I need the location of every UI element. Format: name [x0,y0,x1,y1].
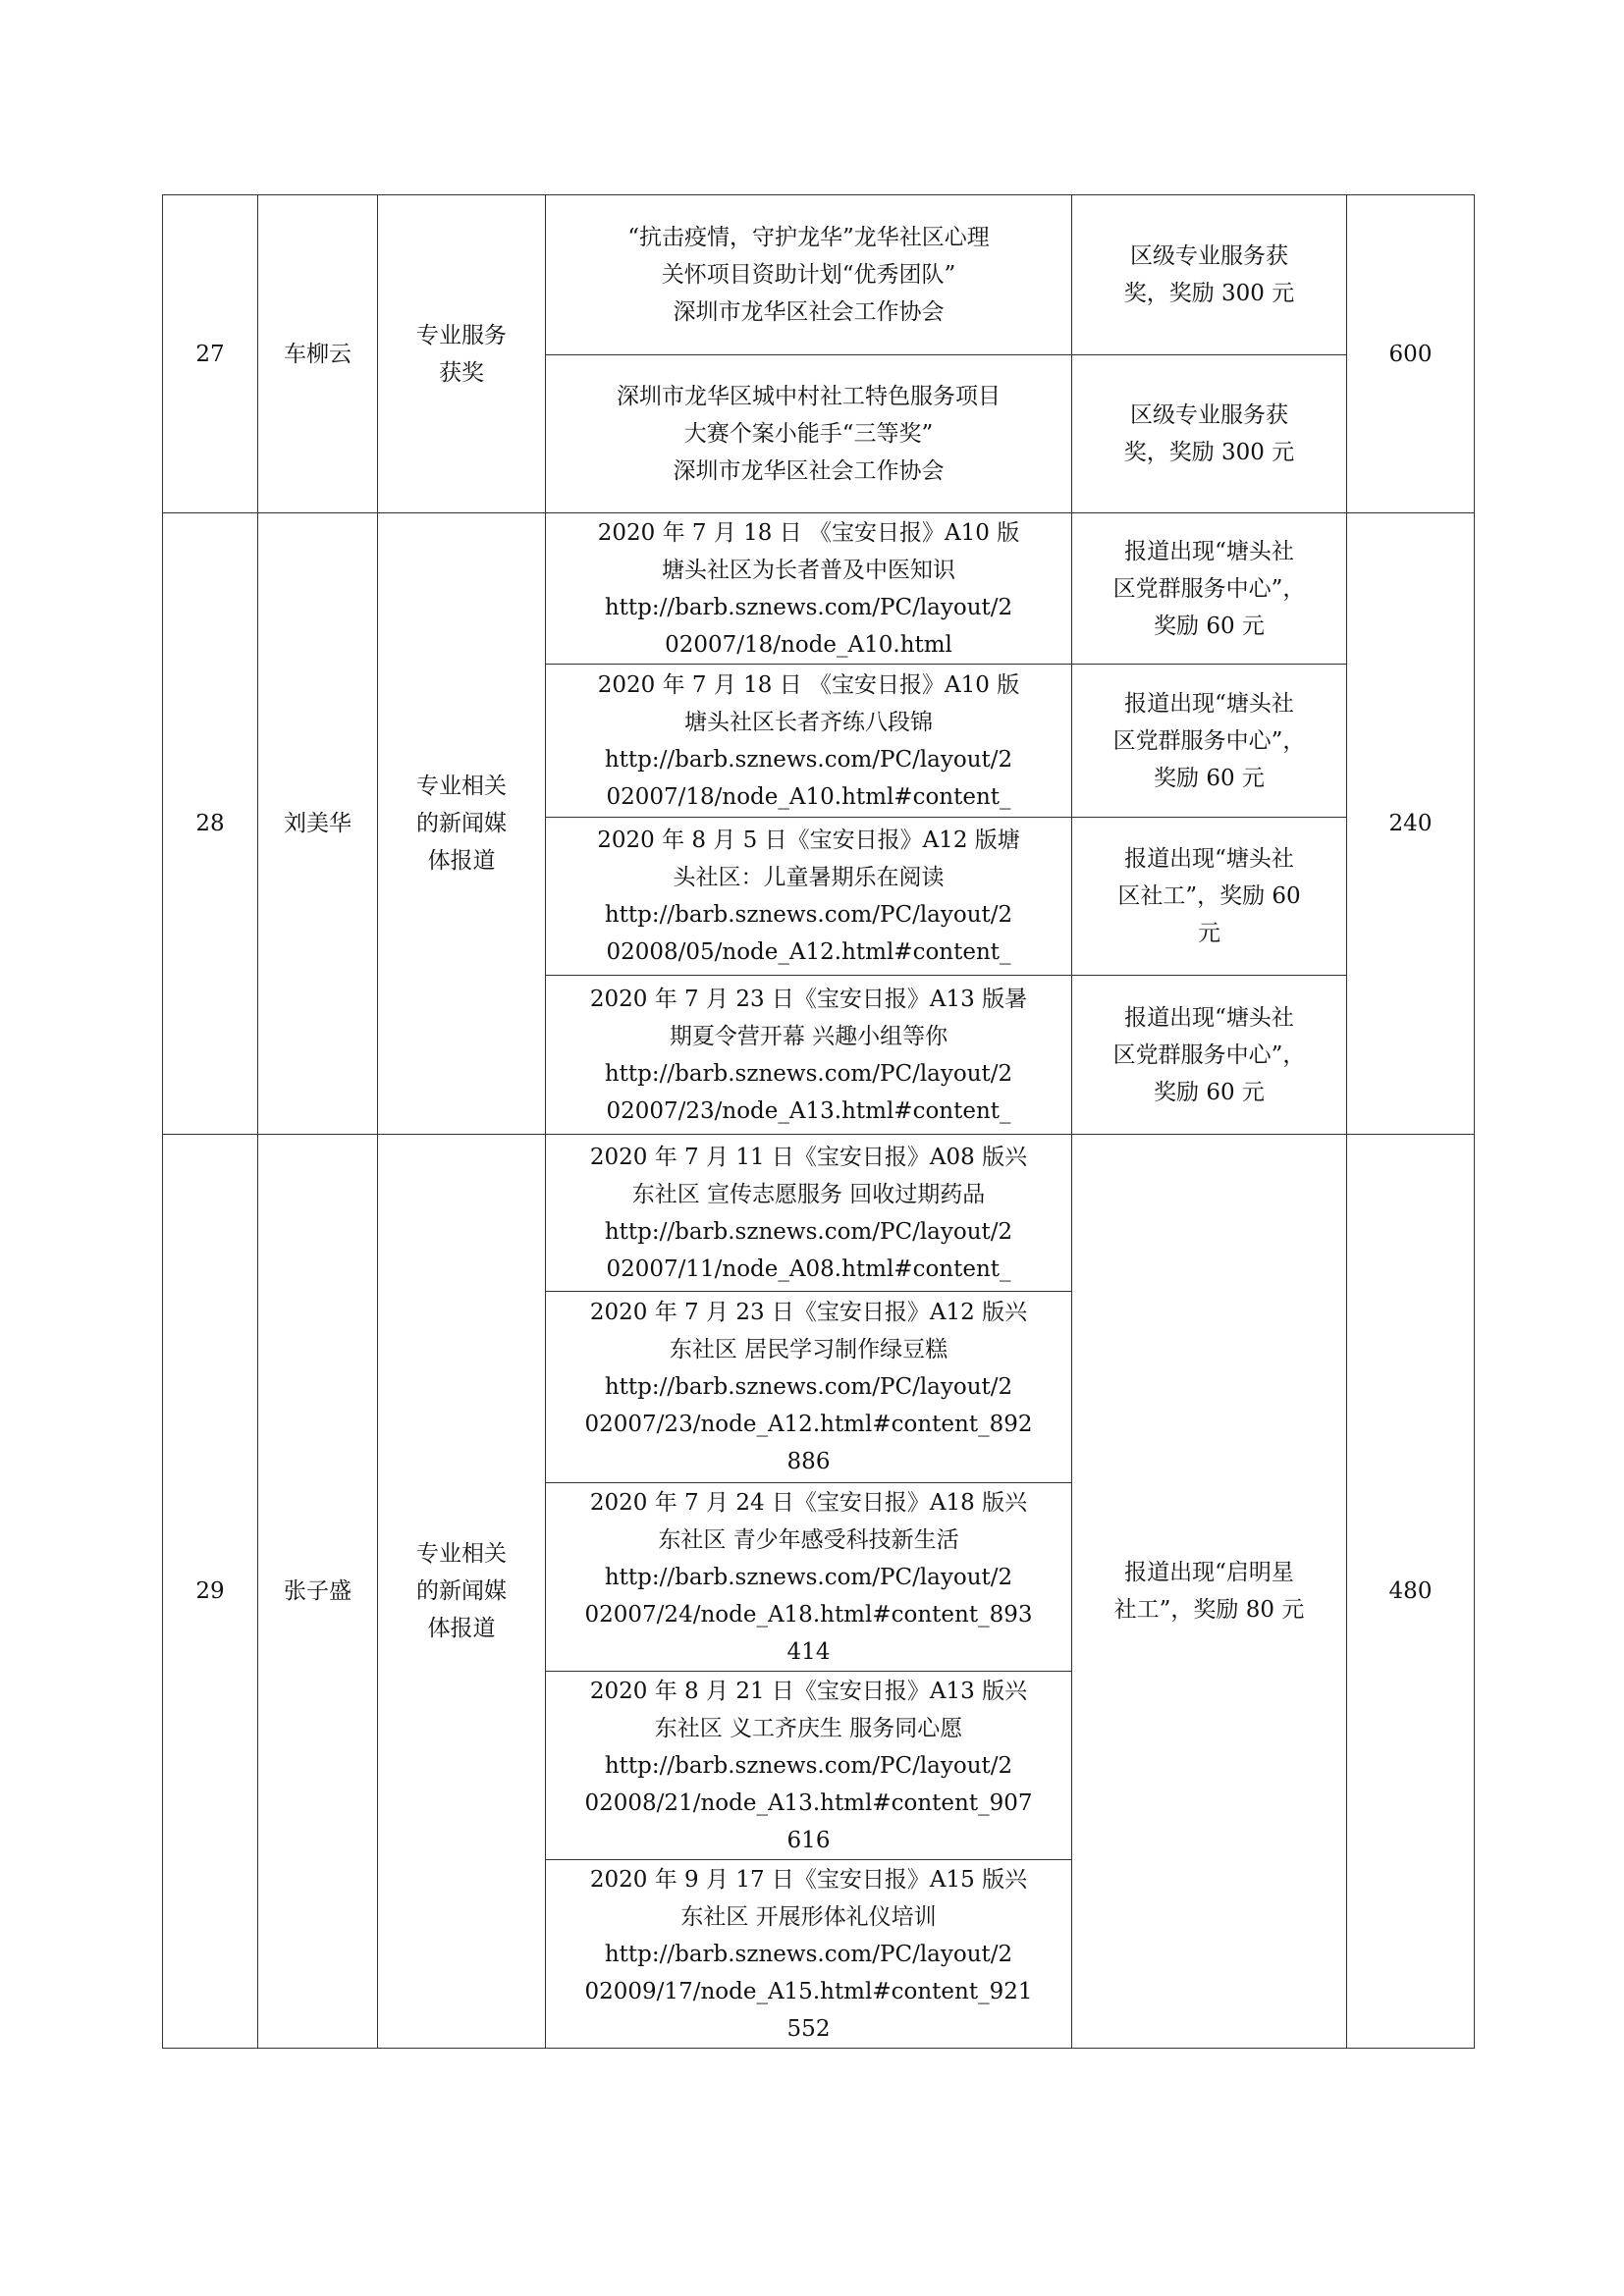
item-award: 报道出现“塘头社 区社工”，奖励 60 元 [1072,818,1347,976]
item-detail: 2020 年 7 月 23 日《宝安日报》A13 版暑 期夏令营开幕 兴趣小组等你 http://barb.sznews.com/PC/layout/2 02007/23/node_A13.html#content_ [546,976,1072,1135]
awards-table [162,194,1475,2049]
award-category: 专业相关 的新闻媒 体报道 [378,1135,546,2049]
table-row [163,513,1475,665]
item-detail: 2020 年 8 月 5 日《宝安日报》A12 版塘 头社区：儿童暑期乐在阅读 http://barb.sznews.com/PC/layout/2 02008/05/node_A12.html#content_ [546,818,1072,976]
total-amount: 600 [1347,195,1475,513]
item-detail: 2020 年 7 月 18 日 《宝安日报》A10 版 塘头社区长者齐练八段锦 http://barb.sznews.com/PC/layout/2 02007/18/node_A10.html#content_ [546,665,1072,818]
total-amount: 480 [1347,1135,1475,2049]
item-award: 报道出现“塘头社 区党群服务中心”， 奖励 60 元 [1072,513,1347,665]
item-detail: 2020 年 9 月 17 日《宝安日报》A15 版兴 东社区 开展形体礼仪培训 http://barb.sznews.com/PC/layout/2 02009/17/node_A15.html#content_921 552 [546,1860,1072,2049]
item-award: 报道出现“塘头社 区党群服务中心”， 奖励 60 元 [1072,665,1347,818]
item-detail: 2020 年 7 月 23 日《宝安日报》A12 版兴 东社区 居民学习制作绿豆糕 http://barb.sznews.com/PC/layout/2 02007/23/node_A12.html#content_892 886 [546,1292,1072,1483]
person-name: 刘美华 [258,513,378,1135]
award-category: 专业服务 获奖 [378,195,546,513]
item-detail: 2020 年 7 月 24 日《宝安日报》A18 版兴 东社区 青少年感受科技新生活 http://barb.sznews.com/PC/layout/2 02007/24/node_A18.html#content_893 414 [546,1483,1072,1672]
item-detail: 2020 年 8 月 21 日《宝安日报》A13 版兴 东社区 义工齐庆生 服务同心愿 http://barb.sznews.com/PC/layout/2 02008/21/node_A13.html#content_907 616 [546,1672,1072,1860]
item-detail: 深圳市龙华区城中村社工特色服务项目 大赛个案小能手“三等奖” 深圳市龙华区社会工作协会 [546,355,1072,513]
item-detail: 2020 年 7 月 18 日 《宝安日报》A10 版 塘头社区为长者普及中医知识 http://barb.sznews.com/PC/layout/2 02007/18/node_A10.html [546,513,1072,665]
row-number: 27 [163,195,258,513]
person-name: 车柳云 [258,195,378,513]
item-detail: “抗击疫情，守护龙华”龙华社区心理 关怀项目资助计划“优秀团队” 深圳市龙华区社会工作协会 [546,195,1072,355]
item-detail: 2020 年 7 月 11 日《宝安日报》A08 版兴 东社区 宣传志愿服务 回收过期药品 http://barb.sznews.com/PC/layout/2 02007/11/node_A08.html#content_ [546,1135,1072,1292]
item-award: 区级专业服务获 奖，奖励 300 元 [1072,195,1347,355]
award-category: 专业相关 的新闻媒 体报道 [378,513,546,1135]
total-amount: 240 [1347,513,1475,1135]
item-award: 区级专业服务获 奖，奖励 300 元 [1072,355,1347,513]
item-award: 报道出现“启明星 社工”，奖励 80 元 [1072,1135,1347,2049]
person-name: 张子盛 [258,1135,378,2049]
row-number: 29 [163,1135,258,2049]
row-number: 28 [163,513,258,1135]
item-award: 报道出现“塘头社 区党群服务中心”， 奖励 60 元 [1072,976,1347,1135]
table-row [163,195,1475,355]
table-row [163,1135,1475,1292]
